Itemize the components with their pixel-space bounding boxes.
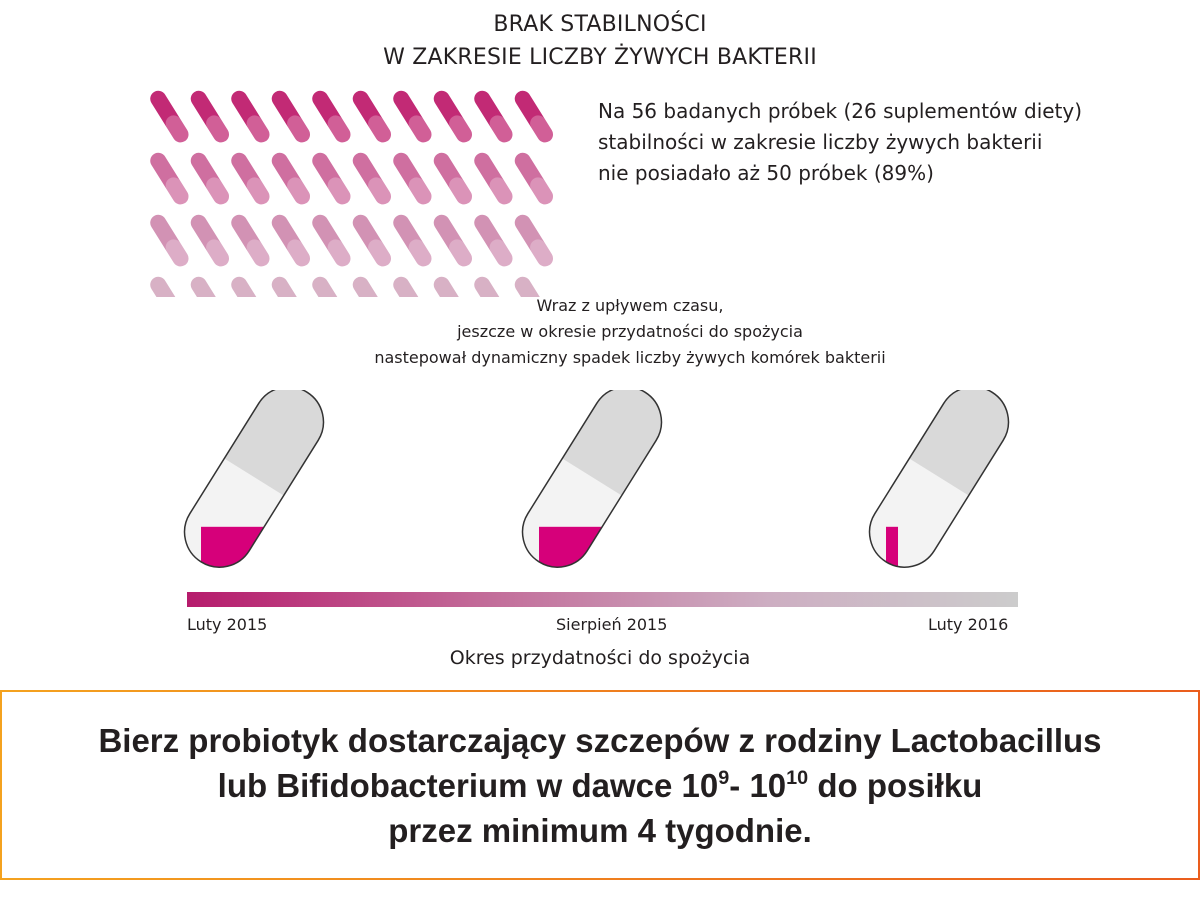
small-capsule-icon xyxy=(390,212,434,270)
small-capsule-icon xyxy=(390,150,434,208)
time-note xyxy=(230,293,1030,371)
time-note-line-1: Wraz z upływem czasu, xyxy=(536,296,724,315)
timeline-label-end: Luty 2016 xyxy=(928,615,1009,634)
small-capsule-icon xyxy=(309,88,353,146)
stats-line-1: Na 56 badanych próbek (26 suplementów diety) xyxy=(598,99,1083,123)
banner-line-2 xyxy=(218,763,983,808)
timeline-label-mid: Sierpień 2015 xyxy=(556,615,668,634)
small-capsule-icon xyxy=(228,212,272,270)
small-capsule-icon xyxy=(269,150,313,208)
timeline-axis-title: Okres przydatności do spożycia xyxy=(449,647,751,669)
capsule-grid-icon xyxy=(140,82,600,297)
small-capsule-icon xyxy=(350,212,394,270)
small-capsule-icon xyxy=(471,212,515,270)
title-line-1: BRAK STABILNOŚCI xyxy=(493,12,707,37)
stats-line-2: stabilności w zakresie liczby żywych bakterii xyxy=(598,130,1043,154)
small-capsule-icon xyxy=(147,274,191,297)
small-capsule-icon xyxy=(188,274,232,297)
small-capsule-icon xyxy=(309,150,353,208)
stats-text xyxy=(598,96,1188,189)
small-capsule-icon xyxy=(431,212,475,270)
small-capsule-icon xyxy=(309,212,353,270)
large-capsule-icon xyxy=(494,390,733,590)
capsule-timeline-illustration xyxy=(0,390,1200,590)
small-capsule-icon xyxy=(512,88,556,146)
banner-line-2-end: do posiłku xyxy=(808,766,983,804)
large-capsule-icon xyxy=(841,390,1022,590)
small-capsule-icon xyxy=(431,88,475,146)
small-capsule-icon xyxy=(471,88,515,146)
recommendation-banner xyxy=(0,690,1200,880)
small-capsule-icon xyxy=(147,212,191,270)
title-line-2: W ZAKRESIE LICZBY ŻYWYCH BAKTERII xyxy=(383,45,817,70)
large-capsule-icon xyxy=(156,390,438,590)
small-capsule-icon xyxy=(188,88,232,146)
time-note-line-2: jeszcze w okresie przydatności do spożycia xyxy=(457,322,803,341)
small-capsule-icon xyxy=(390,88,434,146)
small-capsule-icon xyxy=(350,150,394,208)
small-capsule-icon xyxy=(228,88,272,146)
small-capsule-icon xyxy=(147,150,191,208)
recommendation-banner-body xyxy=(2,692,1198,878)
banner-exponent-1: 9 xyxy=(718,766,730,789)
banner-dash: - 10 xyxy=(729,766,787,804)
page-title xyxy=(300,8,900,74)
small-capsule-icon xyxy=(431,150,475,208)
small-capsule-icon xyxy=(147,88,191,146)
small-capsule-icon xyxy=(350,88,394,146)
small-capsule-icon xyxy=(512,150,556,208)
timeline-gradient-bar xyxy=(187,592,1018,607)
timeline-label-start: Luty 2015 xyxy=(187,615,268,634)
banner-line-2-start: lub Bifidobacterium w dawce 10 xyxy=(217,766,719,804)
small-capsule-icon xyxy=(269,88,313,146)
banner-exponent-2: 10 xyxy=(786,766,809,789)
time-note-line-3: nastepował dynamiczny spadek liczby żywych komórek bakterii xyxy=(374,348,886,367)
small-capsule-icon xyxy=(269,212,313,270)
small-capsule-icon xyxy=(188,212,232,270)
small-capsule-icon xyxy=(228,150,272,208)
banner-line-3: przez minimum 4 tygodnie. xyxy=(388,811,812,849)
banner-line-1: Bierz probiotyk dostarczający szczepów z rodziny Lactobacillus xyxy=(98,721,1102,759)
stats-line-3: nie posiadało aż 50 próbek (89%) xyxy=(598,161,934,185)
small-capsule-icon xyxy=(188,150,232,208)
small-capsule-icon xyxy=(471,150,515,208)
small-capsule-icon xyxy=(512,212,556,270)
